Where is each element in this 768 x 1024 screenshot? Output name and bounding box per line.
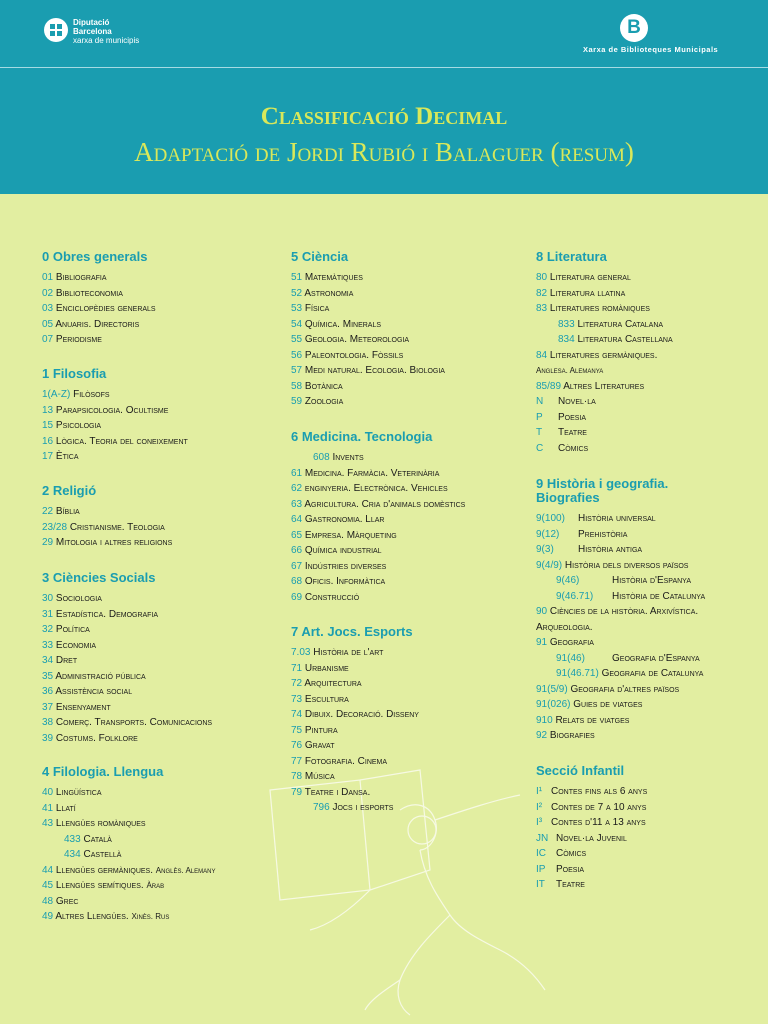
list-item: 833 Literatura Catalana (558, 318, 664, 330)
list-item: 71 Urbanisme (291, 662, 349, 674)
list-item: 910 Relats de viatges (536, 714, 630, 726)
section-title: 4 Filologia. Llengua (42, 764, 164, 779)
list-item: 608 Invents (313, 452, 364, 463)
section-title: 6 Medicina. Tecnologia (291, 429, 433, 444)
list-item: 90 Ciències de la història. Arxivística. (536, 606, 699, 617)
list-item: 433 Català (64, 833, 112, 845)
list-item: 64 Gastronomia. Llar (291, 514, 385, 525)
list-item: 67 Indústries diverses (291, 560, 387, 572)
list-item: 45 Llengües semítiques. Àrab (42, 880, 165, 891)
list-item: 02 Biblioteconomia (42, 287, 123, 299)
list-item: 77 Fotografia. Cinema (291, 755, 388, 767)
diputacio-emblem-icon (44, 18, 68, 42)
section-8 (536, 250, 673, 456)
list-item: 39 Costums. Folklore (42, 732, 138, 744)
section-2 (42, 484, 172, 551)
list-item: JN Novel·la Juvenil (536, 832, 627, 844)
section-title: 3 Ciències Socials (42, 570, 156, 585)
list-item: C Còmics (536, 442, 589, 454)
list-item: 29 Mitologia i altres religions (42, 537, 173, 548)
list-item: 61 Medicina. Farmàcia. Veterinària (291, 467, 440, 479)
network-name: Xarxa de Biblioteques Municipals (583, 45, 719, 54)
list-item: 63 Agricultura. Cria d'animals domèstics (291, 498, 466, 510)
list-item: 30 Sociologia (42, 593, 102, 604)
org-name-2: Barcelona (73, 27, 112, 36)
list-item: 91 Geografia (536, 637, 594, 648)
section-1 (42, 367, 188, 465)
list-item: 75 Pintura (291, 724, 338, 736)
list-item: 72 Arquitectura (291, 678, 362, 689)
list-item: 85/89 Altres Literatures (536, 380, 645, 392)
list-item: 03 Enciclopèdies generals (42, 303, 156, 314)
list-item: 91(46) Geografia d'Espanya (556, 652, 700, 664)
list-item: 56 Paleontologia. Fòssils (291, 349, 404, 361)
page-subtitle: Adaptació de Jordi Rubió i Balaguer (resum) (134, 137, 634, 167)
list-item: 48 Grec (42, 895, 79, 907)
list-item: 9(46) Història d'Espanya (556, 575, 691, 586)
list-item: 834 Literatura Castellana (558, 334, 673, 345)
section-9 (536, 477, 705, 744)
section-title: 0 Obres generals (42, 249, 148, 264)
section-title-2: Biografies (536, 490, 600, 505)
list-item: 91(026) Guies de viatges (536, 699, 643, 710)
list-item: 9(12) Prehistòria (536, 528, 628, 540)
list-item: Anglesa. Alemanya (536, 366, 604, 375)
section-5 (291, 250, 445, 410)
header-banner (0, 0, 768, 194)
list-item: 74 Dibuix. Decoració. Disseny (291, 709, 419, 720)
section-infantil (536, 764, 647, 893)
section-title: Secció Infantil (536, 763, 625, 778)
list-item: 59 Zoologia (291, 396, 344, 407)
list-item: 41 Llatí (42, 802, 76, 814)
section-title: 2 Religió (42, 483, 97, 498)
list-item: IT Teatre (536, 879, 585, 890)
section-title: 9 Història i geografia. (536, 476, 669, 491)
list-item: 65 Empresa. Màrqueting (291, 529, 397, 541)
list-item: 80 Literatura general (536, 272, 631, 283)
list-item: 17 Ètica (42, 451, 79, 462)
list-item: 78 Música (291, 771, 335, 782)
list-item: 84 Literatures germàniques. (536, 349, 658, 361)
section-4 (42, 765, 215, 925)
section-title: 7 Art. Jocs. Esports (291, 624, 413, 639)
list-item: 57 Medi natural. Ecologia. Biologia (291, 365, 445, 376)
list-item: I¹ Contes fins als 6 anys (536, 786, 648, 797)
section-6 (291, 430, 465, 605)
list-item: 9(46.71) Història de Catalunya (556, 590, 706, 602)
list-item: 9(3) Història antiga (536, 544, 643, 555)
list-item: 79 Teatre i Dansa. (291, 786, 371, 798)
list-item: 73 Escultura (291, 693, 349, 705)
list-item: 58 Botànica (291, 380, 343, 392)
list-item: 44 Llengües germàniques. Anglès. Alemany (42, 864, 216, 876)
org-name-1: Diputació (73, 18, 110, 27)
list-item: 40 Lingüística (42, 787, 102, 798)
list-item: 38 Comerç. Transports. Comunicacions (42, 717, 213, 728)
list-item: IC Còmics (536, 848, 587, 859)
list-item: 31 Estadística. Demografia (42, 608, 159, 620)
list-item: 15 Psicologia (42, 420, 102, 431)
list-item: 33 Economia (42, 639, 97, 651)
list-item: I³ Contes d'11 a 13 anys (536, 817, 646, 828)
header-divider (0, 67, 768, 68)
list-item: 76 Gravat (291, 740, 335, 751)
list-item: T Teatre (536, 427, 587, 438)
diputacio-logo (44, 18, 139, 45)
list-item: 35 Administració pública (42, 670, 146, 682)
list-item: 37 Ensenyament (42, 701, 111, 713)
list-item: N Novel·la (536, 396, 596, 407)
list-item: 16 Lògica. Teoria del coneixement (42, 435, 188, 447)
list-item: 434 Castellà (64, 849, 122, 860)
list-item: 9(100) Història universal (536, 513, 656, 524)
list-item: 83 Literatures romàniques (536, 303, 650, 314)
page-title: Classificació Decimal (260, 103, 508, 130)
section-title: 8 Literatura (536, 249, 607, 264)
list-item: Arqueologia. (536, 621, 593, 633)
list-item: 796 Jocs i esports (313, 802, 394, 813)
org-sub: xarxa de municipis (73, 36, 140, 45)
list-item: 36 Assistència social (42, 686, 133, 697)
list-item: 68 Oficis. Informàtica (291, 576, 386, 587)
list-item: 34 Dret (42, 655, 78, 666)
list-item: 82 Literatura llatina (536, 287, 626, 299)
list-item: 32 Política (42, 624, 90, 635)
list-item: 49 Altres Llengües. Xinès. Rus (42, 911, 170, 922)
list-item: 69 Construcció (291, 591, 360, 603)
section-7 (291, 625, 419, 816)
list-item: I² Contes de 7 a 10 anys (536, 801, 647, 813)
list-item: 43 Llengües romàniques (42, 818, 146, 829)
library-b-icon: B (620, 14, 648, 42)
list-item: 13 Parapsicologia. Ocultisme (42, 404, 169, 416)
list-item: 1(A-Z) Filòsofs (42, 389, 110, 400)
list-item: 52 Astronomia (291, 287, 354, 299)
list-item: 62 enginyeria. Electrònica. Vehicles (291, 483, 448, 494)
list-item: 91(5/9) Geografia d'altres països (536, 683, 680, 695)
section-0 (42, 250, 156, 348)
list-item: 55 Geologia. Meteorologia (291, 334, 410, 345)
list-item: 66 Química industrial (291, 545, 382, 556)
section-3 (42, 571, 212, 746)
list-item: 53 Física (291, 303, 330, 314)
list-item: 9(4/9) Història dels diversos països (536, 559, 689, 571)
list-item: 23/28 Cristianisme. Teologia (42, 521, 165, 533)
list-item: 22 Bíblia (42, 506, 80, 517)
list-item: 7.03 Història de l'art (291, 647, 384, 658)
list-item: IP Poesia (536, 863, 585, 875)
list-item: 92 Biografies (536, 730, 595, 741)
section-title: 5 Ciència (291, 249, 349, 264)
list-item: 91(46.71) Geografia de Catalunya (556, 668, 704, 679)
list-item: 01 Bibliografia (42, 272, 107, 283)
list-item: 05 Anuaris. Directoris (42, 318, 140, 330)
section-title: 1 Filosofia (42, 366, 107, 381)
list-item: 07 Periodisme (42, 334, 102, 345)
list-item: 51 Matemàtiques (291, 272, 363, 283)
list-item: P Poesia (536, 411, 587, 423)
list-item: 54 Química. Minerals (291, 318, 382, 330)
